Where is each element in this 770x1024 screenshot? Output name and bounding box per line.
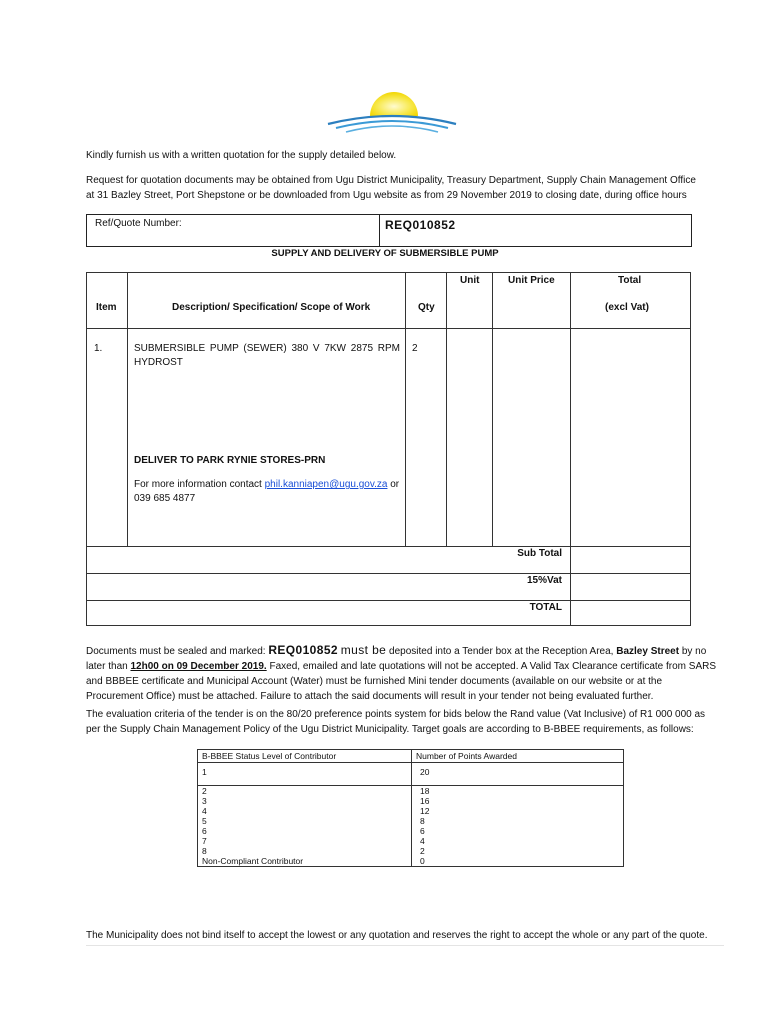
delivery-instruction: DELIVER TO PARK RYNIE STORES-PRN	[134, 455, 326, 466]
level-value: Non-Compliant Contributor	[202, 856, 304, 866]
contact-or: or	[390, 479, 400, 490]
total-label: TOTAL	[529, 602, 562, 613]
header-description: Description/ Specification/ Scope of Work	[172, 302, 371, 313]
row-qty: 2	[412, 343, 418, 354]
submission-instructions	[86, 643, 722, 704]
level-list	[198, 786, 412, 867]
quotation-table	[86, 272, 691, 625]
page-divider	[86, 945, 724, 946]
points-first: 20	[412, 763, 624, 786]
docs-text-2: deposited into a Tender box at the Reception Area,	[386, 646, 617, 657]
evaluation-criteria: The evaluation criteria of the tender is on the 80/20 preference points system for bids below the Rand value (Vat Inclusive) of R1 000 000 as per the Supply Chain Management Policy of the Ugu District Municipality. Target goals are according to B-BBEE requirements, as follows:	[86, 709, 706, 735]
ref-quote-box	[86, 214, 692, 247]
contact-email-link[interactable]: phil.kanniapen@ugu.gov.za	[264, 479, 388, 490]
docs-text-3: by no later than	[86, 646, 707, 672]
level-value: 6	[202, 826, 207, 836]
disclaimer-text: The Municipality does not bind itself to accept the lowest or any quotation and reserves the right to accept the whole or any part of the quote.	[86, 930, 708, 941]
header-qty: Qty	[418, 302, 435, 313]
points-header-points: Number of Points Awarded	[412, 750, 624, 763]
contact-info	[134, 478, 400, 506]
level-first: 1	[198, 763, 412, 786]
level-value: 3	[202, 796, 207, 806]
points-value: 2	[420, 846, 425, 856]
intro-text: Kindly furnish us with a written quotation for the supply detailed below.	[86, 150, 397, 161]
points-value: 8	[420, 816, 425, 826]
level-value: 4	[202, 806, 207, 816]
header-total-excl-vat: (excl Vat)	[605, 302, 649, 313]
points-value: 16	[420, 796, 430, 806]
document-title: SUPPLY AND DELIVERY OF SUBMERSIBLE PUMP	[271, 248, 499, 259]
points-value: 4	[420, 836, 425, 846]
docs-must-be: must be	[340, 643, 387, 657]
contact-prefix: For more information contact	[134, 479, 262, 490]
bbbee-points-table	[197, 749, 624, 867]
points-value: 12	[420, 806, 430, 816]
header-unit-price: Unit Price	[508, 275, 555, 286]
level-value: 2	[202, 786, 207, 796]
points-value: 0	[420, 856, 425, 866]
header-unit: Unit	[460, 275, 480, 286]
ref-quote-label: Ref/Quote Number:	[95, 218, 182, 229]
docs-text-4: Faxed, emailed and late quotations will not be accepted. A Valid Tax Clearance certificate from SARS and BBBEE certificate and Municipal Account (Water) must be furnished Mini tender documents (available on our website or at the Procurement Office) must be attached. Failure to attach the said documents will result in your tender not being evaluated further.	[86, 661, 717, 702]
docs-deadline: 12h00 on 09 December 2019.	[130, 661, 267, 672]
points-value: 6	[420, 826, 425, 836]
divider	[379, 215, 380, 246]
row-item: 1.	[94, 343, 103, 354]
request-text: Request for quotation documents may be obtained from Ugu District Municipality, Treasury Department, Supply Chain Management Office at 31 Bazley Street, Port Shepstone or be downloaded from Ugu website as from 29 November 2019 to closing date, during office hours	[86, 175, 696, 201]
vat-label: 15%Vat	[526, 575, 562, 586]
row-description: SUBMERSIBLE PUMP (SEWER) 380 V 7KW 2875 RPM HYDROST	[134, 343, 400, 368]
header-total: Total	[618, 275, 642, 286]
docs-ref: REQ010852	[268, 643, 338, 657]
level-value: 7	[202, 836, 207, 846]
ref-quote-number: REQ010852	[385, 218, 456, 232]
municipality-logo	[322, 78, 462, 134]
level-value: 8	[202, 846, 207, 856]
docs-text-1: Documents must be sealed and marked:	[86, 646, 269, 657]
points-value: 18	[420, 786, 430, 796]
level-value: 5	[202, 816, 207, 826]
points-list	[412, 786, 624, 867]
header-item: Item	[96, 302, 117, 313]
points-header-level: B-BBEE Status Level of Contributor	[198, 750, 412, 763]
subtotal-label: Sub Total	[517, 548, 562, 559]
contact-phone: 039 685 4877	[134, 493, 196, 504]
docs-street: Bazley Street	[616, 646, 680, 657]
